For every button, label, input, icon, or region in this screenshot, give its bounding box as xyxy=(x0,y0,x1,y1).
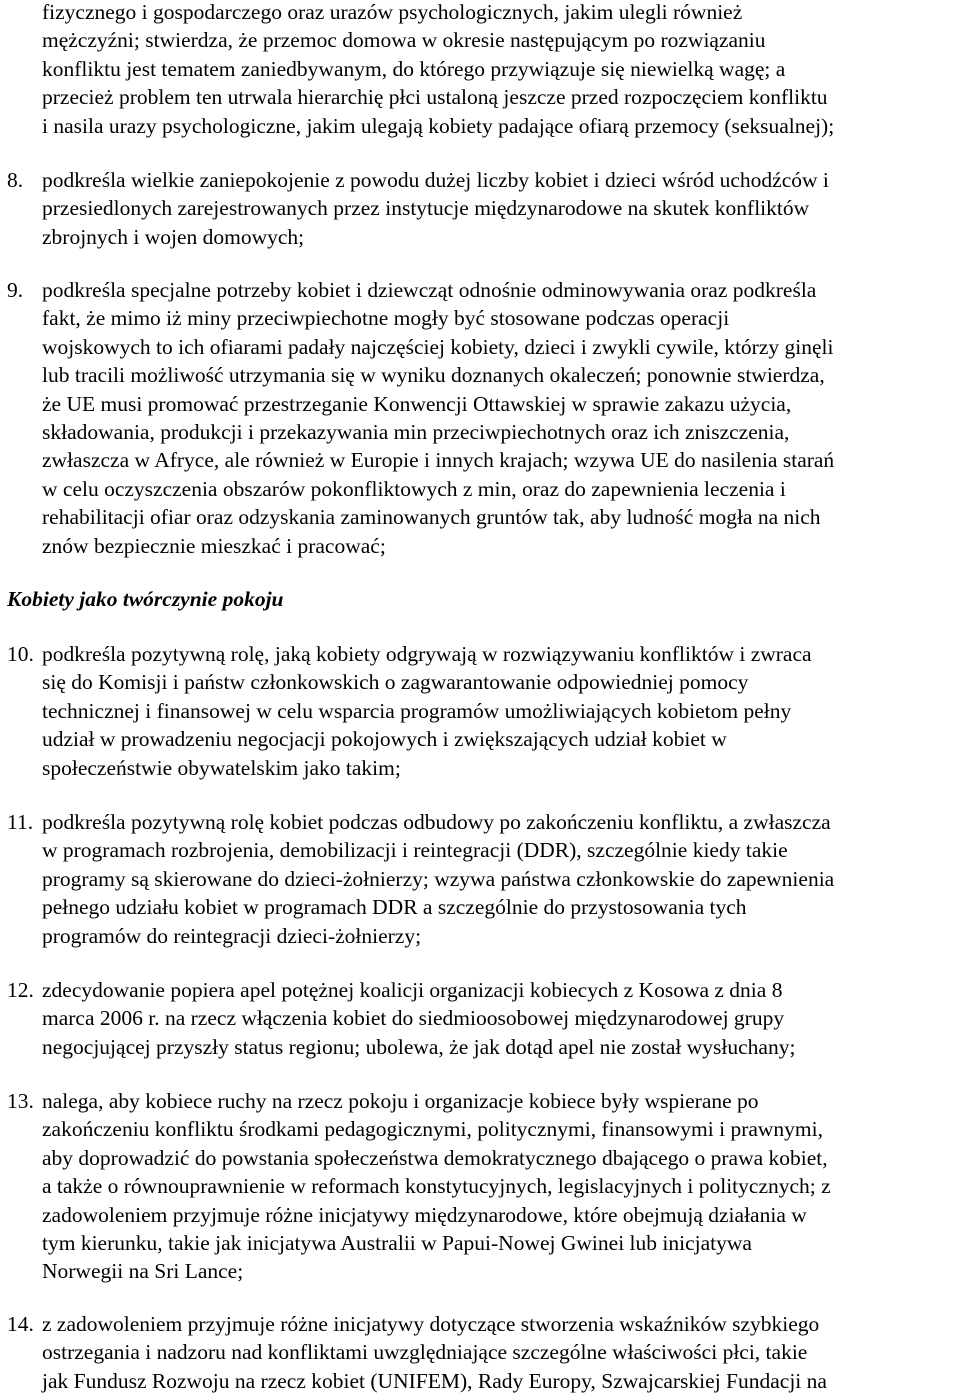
text-line: w programach rozbrojenia, demobilizacji i reintegracji (DDR), szczególnie kiedy takie xyxy=(42,838,788,863)
text-line: zdecydowanie popiera apel potężnej koalicji organizacji kobiecych z Kosowa z dnia 8 xyxy=(42,978,783,1002)
text-line: fakt, że mimo iż miny przeciwpiechotne mogły być stosowane podczas operacji xyxy=(42,306,730,331)
text-line: podkreśla pozytywną rolę, jaką kobiety odgrywają w rozwiązywaniu konfliktów i zwraca xyxy=(42,642,812,666)
text-line: z zadowoleniem przyjmuje różne inicjatywy dotyczące stworzenia wskaźników szybkiego xyxy=(42,1312,820,1336)
item-number: 13. xyxy=(7,1089,34,1113)
text-line: zadowoleniem przyjmuje różne inicjatywy międzynarodowe, które obejmują działania w xyxy=(42,1202,807,1227)
item-number: 9. xyxy=(7,278,24,302)
text-line: składowania, produkcji i przekazywania min przeciwpiechotnych oraz ich zniszczenia, xyxy=(42,420,790,445)
text-line: programy są skierowane do dzieci-żołnierzy; wzywa państwa członkowskie do zapewnienia xyxy=(42,866,835,891)
text-line: mężczyźni; stwierdza, że przemoc domowa w okresie następującym po rozwiązaniu xyxy=(42,28,766,53)
item-text xyxy=(42,640,960,782)
text-line: technicznej i finansowej w celu wsparcia programów umożliwiających kobietom pełny xyxy=(42,698,792,723)
text-line: lub tracili możliwość utrzymania się w wyniku doznanych okaleczeń; ponownie stwierdza, xyxy=(42,363,825,388)
text-line: Norwegii na Sri Lance; xyxy=(42,1259,244,1284)
text-line: jak Fundusz Rozwoju na rzecz kobiet (UNIFEM), Rady Europy, Szwajcarskiej Fundacji na xyxy=(42,1368,827,1393)
text-line: konfliktu jest tematem zaniedbywanym, do którego przywiązuje się niewielką wagę; a xyxy=(42,56,786,81)
text-line: podkreśla specjalne potrzeby kobiet i dziewcząt odnośnie odminowywania oraz podkreśla xyxy=(42,278,817,302)
text-line: negocjującej przyszły status regionu; ubolewa, że jak dotąd apel nie został wysłuchany; xyxy=(42,1034,796,1059)
text-line: że UE musi promować przestrzeganie Konwencji Ottawskiej w sprawie zakazu użycia, xyxy=(42,391,792,416)
text-line: znów bezpiecznie mieszkać i pracować; xyxy=(42,533,386,558)
text-line: społeczeństwie obywatelskim jako takim; xyxy=(42,755,401,780)
item-number: 10. xyxy=(7,642,34,666)
text-line: zwłaszcza w Afryce, ale również w Europie i innych krajach; wzywa UE do nasilenia starań xyxy=(42,448,835,473)
item-number: 14. xyxy=(7,1312,34,1336)
item-number: 8. xyxy=(7,168,24,192)
item-text xyxy=(42,976,960,1061)
text-line: przesiedlonych zarejestrowanych przez instytucje międzynarodowe na skutek konfliktów xyxy=(42,196,810,221)
text-line: podkreśla pozytywną rolę kobiet podczas odbudowy po zakończeniu konfliktu, a zwłaszcza xyxy=(42,810,831,834)
item-text xyxy=(42,166,960,251)
text-line: ostrzegania i nadzoru nad konfliktami uwzględniające szczególne właściwości płci, takie xyxy=(42,1340,808,1365)
text-line: fizycznego i gospodarczego oraz urazów psychologicznych, jakim ulegli również xyxy=(42,0,743,24)
section-heading: Kobiety jako twórczynie pokoju xyxy=(7,587,284,611)
text-line: się do Komisji i państw członkowskich o zagwarantowanie odpowiedniej pomocy xyxy=(42,670,749,695)
continued-paragraph xyxy=(42,0,960,140)
item-number: 11. xyxy=(7,810,34,834)
text-line: pełnego udziału kobiet w programach DDR a szczególnie do przystosowania tych xyxy=(42,895,747,920)
text-line: w celu oczyszczenia obszarów pokonfliktowych z min, oraz do zapewnienia leczenia i xyxy=(42,476,786,501)
text-line: i nasila urazy psychologiczne, jakim ulegają kobiety padające ofiarą przemocy (seksualnej); xyxy=(42,113,835,138)
item-number: 12. xyxy=(7,978,34,1002)
item-text xyxy=(42,1087,960,1286)
item-text xyxy=(42,1310,960,1395)
text-line: marca 2006 r. na rzecz włączenia kobiet do siedmioosobowej międzynarodowej grupy xyxy=(42,1006,785,1031)
text-line: tym kierunku, takie jak inicjatywa Australii w Papui-Nowej Gwinei lub inicjatywa xyxy=(42,1231,752,1256)
text-line: rehabilitacji ofiar oraz odzyskania zaminowanych gruntów tak, aby ludność mogła na nich xyxy=(42,505,821,530)
item-text xyxy=(42,276,960,560)
text-line: a także o równouprawnienie w reformach konstytucyjnych, legislacyjnych i politycznych; z xyxy=(42,1174,831,1199)
text-line: aby doprowadzić do powstania społeczeństwa demokratycznego dbającego o prawa kobiet, xyxy=(42,1145,828,1170)
text-line: podkreśla wielkie zaniepokojenie z powodu dużej liczby kobiet i dzieci wśród uchodźców i xyxy=(42,168,829,192)
text-line: udział w prowadzeniu negocjacji pokojowych i zwiększających udział kobiet w xyxy=(42,727,727,752)
item-text xyxy=(42,808,960,950)
text-line: programów do reintegracji dzieci-żołnierzy; xyxy=(42,923,422,948)
text-line: nalega, aby kobiece ruchy na rzecz pokoju i organizacje kobiece były wspierane po xyxy=(42,1089,759,1113)
text-line: zbrojnych i wojen domowych; xyxy=(42,224,305,249)
text-line: przecież problem ten utrwala hierarchię płci ustaloną jeszcze przed rozpoczęciem konfliktu xyxy=(42,85,828,110)
text-line: wojskowych to ich ofiarami padały najczęściej kobiety, dzieci i zwykli cywile, którzy ginęli xyxy=(42,334,834,359)
text-line: zakończeniu konfliktu środkami pedagogicznymi, politycznymi, finansowymi i prawnymi, xyxy=(42,1117,823,1142)
